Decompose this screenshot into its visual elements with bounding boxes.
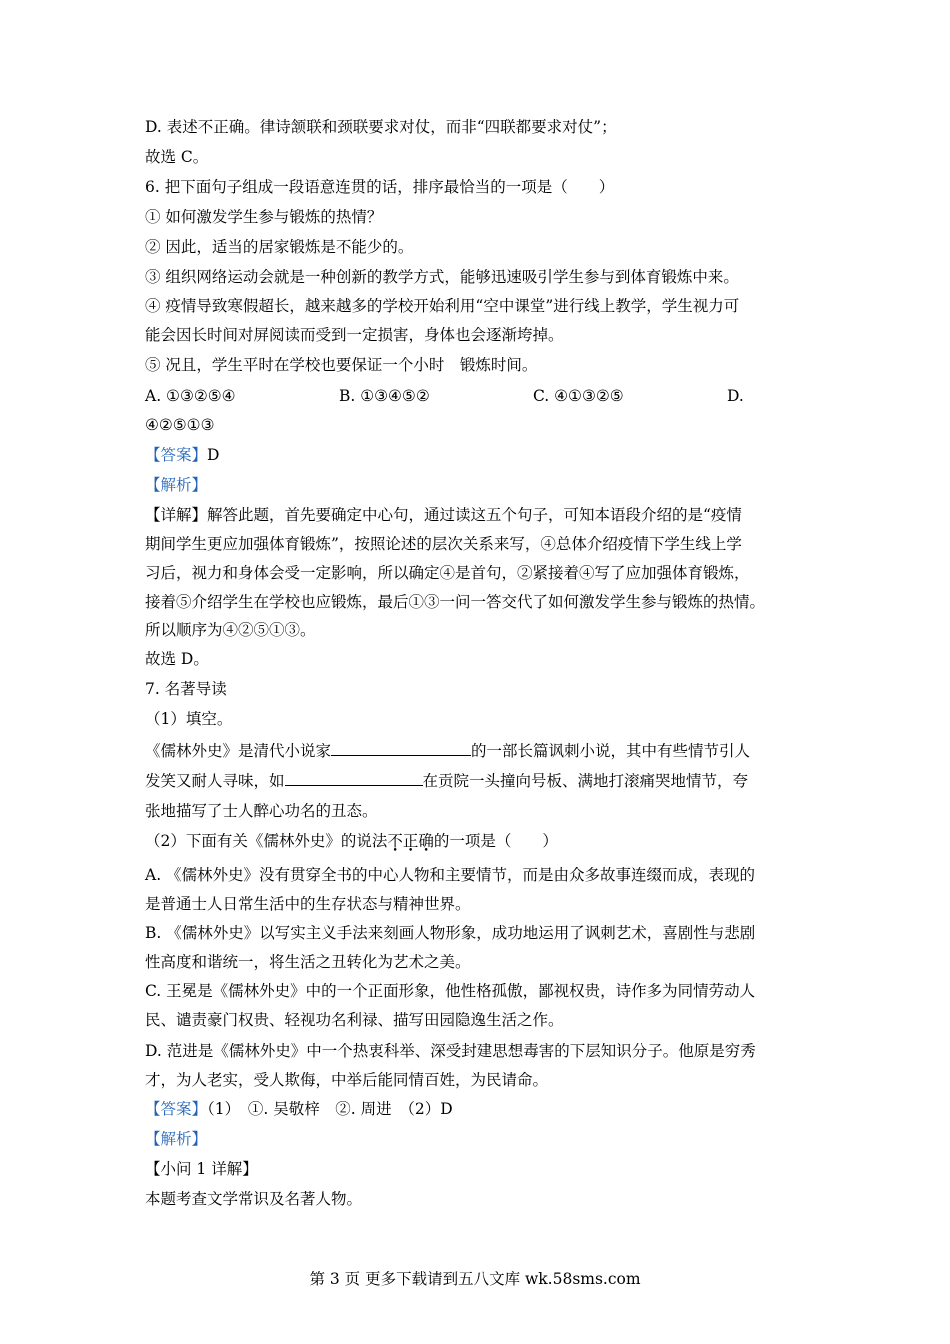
- q6-sentence-2: ② 因此，适当的居家锻炼是不能少的。: [145, 238, 414, 256]
- q7-option-d: D. 范进是《儒林外史》中一个热衷科举、深受封建思想毒害的下层知识分子。他原是穷秀: [145, 1042, 756, 1060]
- emphasis-char: 确: [418, 832, 434, 850]
- q7-fill-line-3: 张地描写了士人醉心功名的丑态。: [145, 802, 378, 820]
- q6-answer: [145, 444, 219, 466]
- q6-detail-line-1: 【详解】解答此题，首先要确定中心句，通过读这五个句子，可知本语段介绍的是“疫情: [145, 506, 742, 524]
- q7-option-d-cont: 才，为人老实，受人欺侮，中举后能同情百姓，为民请命。: [145, 1071, 549, 1089]
- q7-option-c: C. 王冕是《儒林外史》中的一个正面形象，他性格孤傲，鄙视权贵，诗作多为同情劳动人: [145, 982, 756, 1000]
- q6-option-a: A. ①③②⑤④: [145, 387, 236, 405]
- q7-option-a-cont: 是普通士人日常生活中的生存状态与精神世界。: [145, 895, 471, 913]
- q6-detail-line-2: 期间学生更应加强体育锻炼”，按照论述的层次关系来写，④总体介绍疫情下学生线上学: [145, 535, 742, 553]
- q7-subquestion-1-heading: 【小问 1 详解】: [145, 1160, 258, 1178]
- answer-tag: 【答案】: [145, 446, 208, 464]
- fill-text: 《儒林外史》是清代小说家: [145, 742, 332, 760]
- q7-option-a: A. 《儒林外史》没有贯穿全书的中心人物和主要情节，而是由众多故事连缀而成，表现的: [145, 866, 756, 884]
- fill-text: 的一部长篇讽刺小说，其中有些情节引人: [471, 742, 751, 760]
- q7-fill-line-1: [145, 740, 750, 762]
- q6-option-b: B. ①③④⑤②: [339, 387, 430, 405]
- q6-sentence-5: ⑤ 况且，学生平时在学校也要保证一个小时 锻炼时间。: [145, 356, 538, 374]
- q6-option-d: D.: [727, 387, 744, 405]
- q7-analysis-tag: 【解析】: [145, 1130, 208, 1148]
- answer-value: （1） ①. 吴敬梓 ②. 周进 （2）D: [207, 1100, 453, 1118]
- q7-title: 7. 名著导读: [145, 680, 227, 698]
- q7-option-b: B. 《儒林外史》以写实主义手法来刻画人物形象，成功地运用了讽刺艺术，喜剧性与悲剧: [145, 924, 756, 942]
- q6-option-d-value: ④②⑤①③: [145, 416, 215, 434]
- fill-blank-2[interactable]: [285, 770, 423, 786]
- q5-option-d-explanation: D. 表述不正确。律诗颔联和颈联要求对仗，而非“四联都要求对仗”；: [145, 118, 617, 136]
- page-footer: 第 3 页 更多下载请到五八文库 wk.58sms.com: [309, 1270, 641, 1288]
- stem-text: 的一项是（ ）: [433, 832, 558, 850]
- q6-sentence-3: ③ 组织网络运动会就是一种创新的教学方式，能够迅速吸引学生参与到体育锻炼中来。: [145, 268, 739, 286]
- q6-option-c: C. ④①③②⑤: [533, 387, 624, 405]
- q6-sentence-1: ① 如何激发学生参与锻炼的热情？: [145, 208, 383, 226]
- fill-text: 在贡院一头撞向号板、满地打滚痛哭地情节，夸: [422, 772, 749, 790]
- emphasis-char: 正: [402, 832, 419, 850]
- q6-stem: 6. 把下面句子组成一段语意连贯的话，排序最恰当的一项是（ ）: [145, 178, 615, 196]
- q6-sentence-4: ④ 疫情导致寒假超长，越来越多的学校开始利用“空中课堂”进行线上教学，学生视力可: [145, 297, 740, 315]
- q6-analysis-tag: 【解析】: [145, 476, 208, 494]
- q7-part2-stem: [145, 830, 558, 852]
- fill-blank-1[interactable]: [331, 740, 471, 756]
- q5-conclusion: 故选 C。: [145, 148, 209, 166]
- fill-text: 发笑又耐人寻味，如: [145, 772, 285, 790]
- q6-detail-line-3: 习后，视力和身体会受一定影响，所以确定④是首句，②紧接着④写了应加强体育锻炼，: [145, 564, 750, 582]
- q7-option-b-cont: 性高度和谐统一，将生活之丑转化为艺术之美。: [145, 953, 471, 971]
- q7-part1-label: （1）填空。: [145, 710, 233, 728]
- q7-option-c-cont: 民、谴责豪门权贵、轻视功名利禄、描写田园隐逸生活之作。: [145, 1011, 564, 1029]
- answer-tag: 【答案】: [145, 1100, 208, 1118]
- q6-sentence-4-cont: 能会因长时间对屏阅读而受到一定损害，身体也会逐渐垮掉。: [145, 326, 564, 344]
- answer-value: D: [207, 446, 220, 464]
- q6-detail-line-4: 接着⑤介绍学生在学校也应锻炼，最后①③一问一答交代了如何激发学生参与锻炼的热情。: [145, 593, 766, 611]
- q7-answer: [145, 1098, 453, 1120]
- q7-subquestion-1-text: 本题考查文学常识及名著人物。: [145, 1190, 363, 1208]
- stem-text: （2）下面有关《儒林外史》的说法: [145, 832, 388, 850]
- q6-detail-line-5: 所以顺序为④②⑤①③。: [145, 621, 316, 639]
- q7-fill-line-2: [145, 770, 748, 792]
- q6-conclusion: 故选 D。: [145, 650, 209, 668]
- emphasis-char: 不: [387, 832, 403, 850]
